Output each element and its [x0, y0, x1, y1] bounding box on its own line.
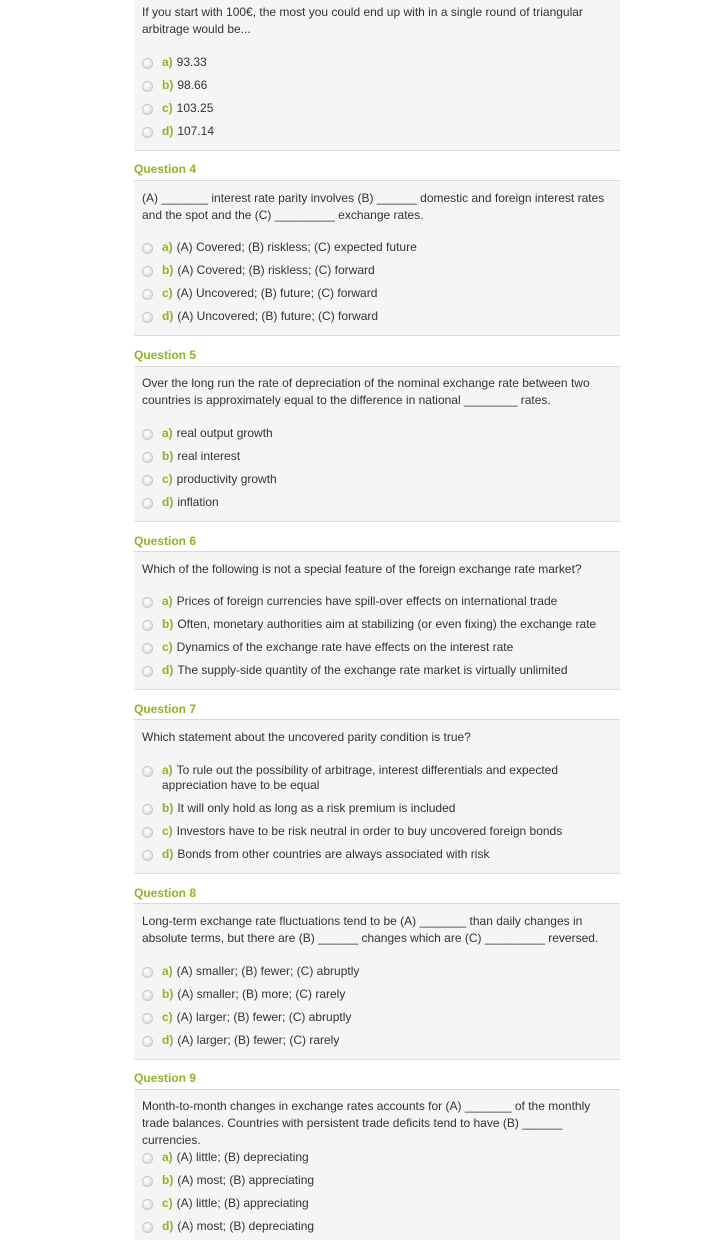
- radio-button[interactable]: [142, 104, 153, 115]
- divider: [134, 1059, 620, 1060]
- answer-label: c) (A) Uncovered; (B) future; (C) forward: [162, 286, 378, 300]
- question-8-answer-c[interactable]: [134, 1010, 620, 1028]
- answer-label: b) 98.66: [162, 78, 208, 92]
- answer-label: d) inflation: [162, 495, 219, 509]
- question-6-answer-a[interactable]: [134, 594, 620, 612]
- question-5-answer-b[interactable]: [134, 449, 620, 467]
- question-5-text: Over the long run the rate of depreciation of the nominal exchange rate between two countries is approximately equal to the difference in national ________ rates.: [142, 376, 590, 407]
- divider: [134, 150, 620, 151]
- question-6-answer-d[interactable]: [134, 663, 620, 681]
- question-7-text: Which statement about the uncovered parity condition is true?: [142, 730, 471, 744]
- question-7-answer-d[interactable]: [134, 847, 620, 865]
- answer-label: a) 93.33: [162, 55, 207, 69]
- radio-button[interactable]: [142, 766, 153, 777]
- question-6-text: Which of the following is not a special feature of the foreign exchange rate market?: [142, 562, 582, 576]
- radio-button[interactable]: [142, 804, 153, 815]
- radio-button[interactable]: [142, 1153, 153, 1164]
- radio-button[interactable]: [142, 1222, 153, 1233]
- question-3-answer-b[interactable]: [134, 78, 620, 96]
- question-9-text: Month-to-month changes in exchange rates accounts for (A) _______ of the monthly trade balances. Countries with persistent trade deficits tend to have (B) ______ currencies.: [142, 1099, 591, 1147]
- radio-button[interactable]: [142, 643, 153, 654]
- answer-label: a) (A) Covered; (B) riskless; (C) expected future: [162, 240, 417, 254]
- question-4-text: (A) _______ interest rate parity involves (B) ______ domestic and foreign interest rates and the spot and the (C) _________ exchange rates.: [142, 191, 605, 222]
- radio-button[interactable]: [142, 312, 153, 323]
- divider: [134, 689, 620, 690]
- answer-label: c) productivity growth: [162, 472, 277, 486]
- answer-label: c) 103.25: [162, 101, 214, 115]
- divider: [134, 873, 620, 874]
- question-7-answer-c[interactable]: [134, 824, 620, 842]
- divider: [134, 521, 620, 522]
- answer-label: b) (A) Covered; (B) riskless; (C) forward: [162, 263, 375, 277]
- radio-button[interactable]: [142, 1199, 153, 1210]
- divider: [134, 335, 620, 336]
- answer-label: c) (A) larger; (B) fewer; (C) abruptly: [162, 1010, 352, 1024]
- question-3-body: [134, 0, 620, 150]
- answer-label: d) 107.14: [162, 124, 215, 138]
- question-6-body: [134, 551, 620, 690]
- radio-button[interactable]: [142, 289, 153, 300]
- answer-label: d) (A) larger; (B) fewer; (C) rarely: [162, 1033, 340, 1047]
- radio-button[interactable]: [142, 1036, 153, 1047]
- question-8-text: Long-term exchange rate fluctuations tend to be (A) _______ than daily changes in absolute terms, but there are (B) ______ changes which are (C) _________ reversed.: [142, 914, 599, 945]
- question-3-text: If you start with 100€, the most you could end up with in a single round of triangular arbitrage would be...: [142, 5, 583, 36]
- question-9-answer-c[interactable]: [134, 1196, 620, 1214]
- question-7-body: [134, 719, 620, 874]
- answer-label: a) Prices of foreign currencies have spill-over effects on international trade: [162, 594, 558, 608]
- answer-label: a) real output growth: [162, 426, 273, 440]
- question-6-title: Question 6: [134, 534, 197, 548]
- answer-label: b) (A) most; (B) appreciating: [162, 1173, 315, 1187]
- question-9-answer-a[interactable]: [134, 1150, 620, 1168]
- radio-button[interactable]: [142, 827, 153, 838]
- radio-button[interactable]: [142, 475, 153, 486]
- answer-label: c) Investors have to be risk neutral in order to buy uncovered foreign bonds: [162, 824, 563, 838]
- answer-label: d) (A) most; (B) depreciating: [162, 1219, 315, 1233]
- answer-label: b) (A) smaller; (B) more; (C) rarely: [162, 987, 346, 1001]
- question-8-answer-b[interactable]: [134, 987, 620, 1005]
- question-4-answer-d[interactable]: [134, 309, 620, 327]
- question-3-answer-a[interactable]: [134, 55, 620, 73]
- radio-button[interactable]: [142, 597, 153, 608]
- radio-button[interactable]: [142, 850, 153, 861]
- question-9-title: Question 9: [134, 1071, 197, 1085]
- question-8-title: Question 8: [134, 886, 197, 900]
- question-5-answer-a[interactable]: [134, 426, 620, 444]
- answer-label: a) (A) smaller; (B) fewer; (C) abruptly: [162, 964, 360, 978]
- radio-button[interactable]: [142, 243, 153, 254]
- radio-button[interactable]: [142, 620, 153, 631]
- question-7-title: Question 7: [134, 702, 197, 716]
- radio-button[interactable]: [142, 429, 153, 440]
- radio-button[interactable]: [142, 498, 153, 509]
- radio-button[interactable]: [142, 666, 153, 677]
- answer-label: d) (A) Uncovered; (B) future; (C) forward: [162, 309, 379, 323]
- radio-button[interactable]: [142, 58, 153, 69]
- question-4-answer-a[interactable]: [134, 240, 620, 258]
- question-7-answer-b[interactable]: [134, 801, 620, 819]
- answer-label: a) (A) little; (B) depreciating: [162, 1150, 309, 1164]
- radio-button[interactable]: [142, 967, 153, 978]
- question-6-answer-c[interactable]: [134, 640, 620, 658]
- radio-button[interactable]: [142, 1013, 153, 1024]
- question-9-answer-b[interactable]: [134, 1173, 620, 1191]
- question-9-answer-d[interactable]: [134, 1219, 620, 1237]
- question-9-body: [134, 1089, 620, 1240]
- question-4-answer-c[interactable]: [134, 286, 620, 304]
- radio-button[interactable]: [142, 266, 153, 277]
- question-3-answer-c[interactable]: [134, 101, 620, 119]
- answer-label: a) To rule out the possibility of arbitrage, interest differentials and expected appreciation have to be equal: [162, 763, 559, 792]
- answer-label: b) real interest: [162, 449, 241, 463]
- answer-label: c) (A) little; (B) appreciating: [162, 1196, 309, 1210]
- radio-button[interactable]: [142, 452, 153, 463]
- radio-button[interactable]: [142, 1176, 153, 1187]
- question-3-answer-d[interactable]: [134, 124, 620, 142]
- question-4-title: Question 4: [134, 162, 197, 176]
- answer-label: c) Dynamics of the exchange rate have effects on the interest rate: [162, 640, 514, 654]
- question-5-answer-d[interactable]: [134, 495, 620, 513]
- question-4-answer-b[interactable]: [134, 263, 620, 281]
- question-5-title: Question 5: [134, 348, 197, 362]
- radio-button[interactable]: [142, 81, 153, 92]
- answer-label: b) It will only hold as long as a risk premium is included: [162, 801, 456, 815]
- answer-label: d) The supply-side quantity of the exchange rate market is virtually unlimited: [162, 663, 568, 677]
- radio-button[interactable]: [142, 990, 153, 1001]
- answer-label: b) Often, monetary authorities aim at stabilizing (or even fixing) the exchange rate: [162, 617, 597, 631]
- question-8-body: [134, 903, 620, 1060]
- question-7-answer-a[interactable]: [134, 763, 620, 797]
- question-8-answer-a[interactable]: [134, 964, 620, 982]
- question-5-body: [134, 366, 620, 522]
- question-5-answer-c[interactable]: [134, 472, 620, 490]
- answer-label: d) Bonds from other countries are always associated with risk: [162, 847, 490, 861]
- question-4-body: [134, 180, 620, 336]
- question-8-answer-d[interactable]: [134, 1033, 620, 1051]
- radio-button[interactable]: [142, 127, 153, 138]
- question-6-answer-b[interactable]: [134, 617, 620, 635]
